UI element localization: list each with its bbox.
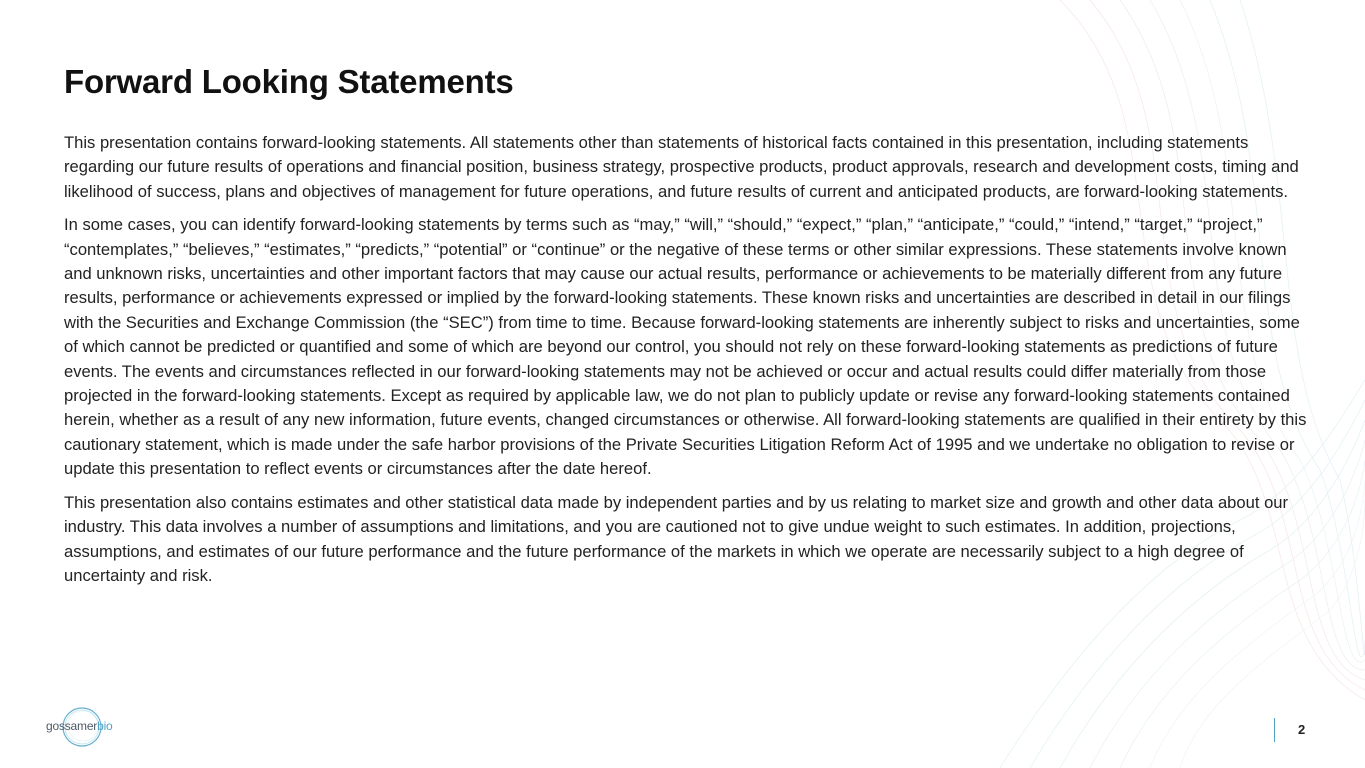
paragraph-identification-risks: In some cases, you can identify forward-looking statements by terms such as “may,” “will,” “should,” “expect,” “plan,” “anticipate,” “could,” “intend,” “target,” “project,” “contemplates,” “believes,” “estimates,” “predicts,” “potential” or “continue” or the negative of these terms or other similar expressions. These statements involve known and unknown risks, uncertainties and other important factors that may cause our actual results, performance or achievements to be materially different from any future results, performance or achievements expressed or implied by the forward-looking statements. These known risks and uncertainties are described in detail in our filings with the Securities and Exchange Commission (the “SEC”) from time to time. Because forward-looking statements are inherently subject to risks and uncertainties, some of which cannot be predicted or quantified and some of which are beyond our control, you should not rely on these forward-looking statements as predictions of future events. The events and circumstances reflected in our forward-looking statements may not be achieved or occur and actual results could differ materially from those projected in the forward-looking statements. Except as required by applicable law, we do not plan to publicly update or revise any forward-looking statements contained herein, whether as a result of any new information, future events, changed circumstances or otherwise. All forward-looking statements are qualified in their entirety by this cautionary statement, which is made under the safe harbor provisions of the Private Securities Litigation Reform Act of 1995 and we undertake no obligation to revise or update this presentation to reflect events or circumstances after the date hereof. — [64, 215, 1307, 479]
disclaimer-body — [64, 131, 1314, 588]
logo-name: gossamer — [46, 719, 98, 733]
paragraph-statistical-data: This presentation also contains estimates and other statistical data made by independent parties and by us relating to market size and growth and other data about our industry. This data involves a number of assumptions and limitations, and you are cautioned not to give undue weight to such estimates. In addition, projections, assumptions, and estimates of our future performance and the future performance of the markets in which we operate are necessarily subject to a high degree of uncertainty and risk. — [64, 492, 1289, 585]
slide-content — [64, 60, 1314, 597]
logo-wordmark — [46, 719, 113, 733]
logo-suffix: bio — [97, 719, 113, 733]
slide-title: Forward Looking Statements — [64, 63, 514, 100]
page-number: 2 — [1298, 722, 1306, 737]
page-number-divider — [1274, 718, 1275, 742]
gossamer-bio-logo — [44, 703, 144, 751]
paragraph-forward-looking: This presentation contains forward-looking statements. All statements other than statements of historical facts contained in this presentation, including statements regarding our future results of operations and financial position, business strategy, prospective products, product approvals, research and development costs, timing and likelihood of success, plans and objectives of management for future operations, and future results of current and anticipated products, are forward-looking statements. — [64, 133, 1299, 201]
